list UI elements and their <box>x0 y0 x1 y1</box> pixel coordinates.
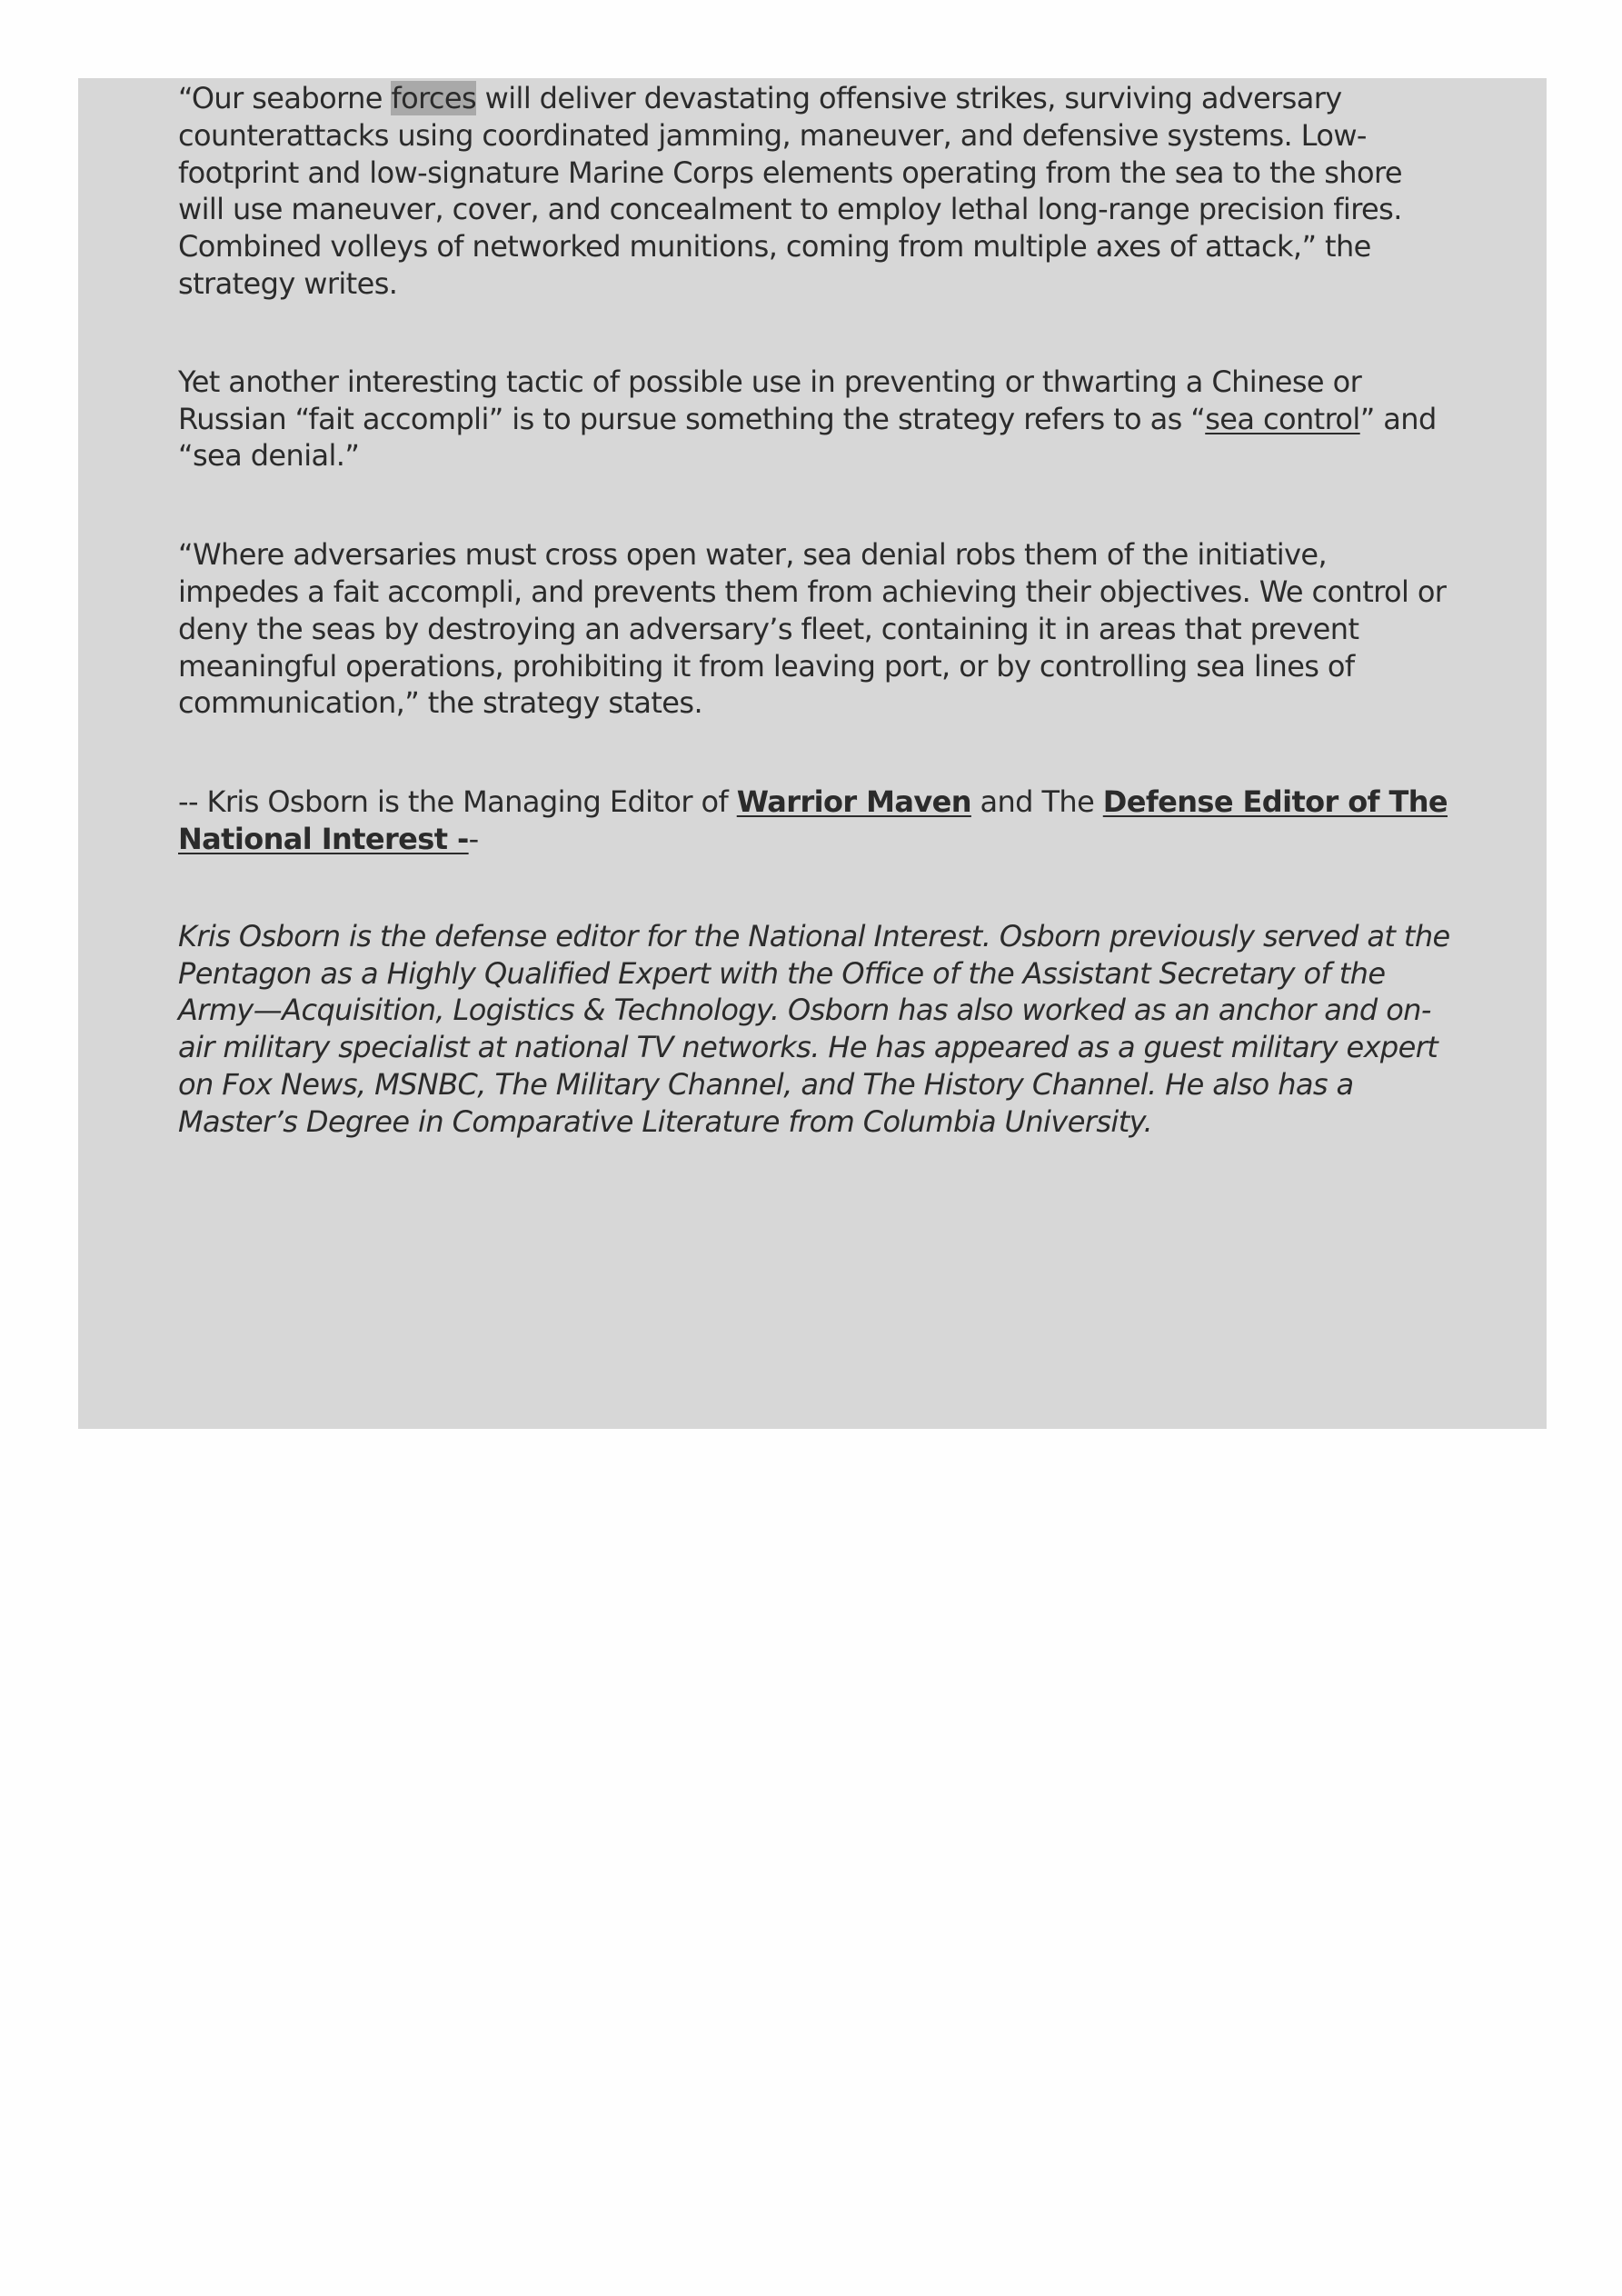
quote-paragraph-strikes <box>178 80 1450 303</box>
p4-middle: and The <box>970 784 1103 820</box>
p2-before: Yet another interesting tactic of possible use in preventing or thwarting a Chinese or Russian “fait accompli” is to pursue something the strategy refers to as “ <box>178 364 1362 436</box>
p2-after: ” and “sea denial.” <box>178 401 1437 474</box>
p1-before: “Our seaborne <box>178 81 392 115</box>
warrior-maven-link[interactable]: Warrior Maven <box>736 784 971 820</box>
p4-after: - <box>468 821 479 856</box>
article-panel <box>78 78 1547 1429</box>
sea-control-link[interactable]: sea control <box>1205 401 1360 436</box>
p1-after: will deliver devastating offensive strikes, surviving adversary counterattacks using coordinated jamming, maneuver, and defensive systems. Low-footprint and low-signature Marine Corps elements operating from the sea to the shore will use maneuver, cover, and concealment to employ lethal long-range precision fires. Combined volleys of networked munitions, coming from multiple axes of attack,” the strategy writes. <box>178 81 1402 301</box>
paragraph-sea-control <box>178 364 1450 474</box>
highlighted-word[interactable]: forces <box>391 81 477 115</box>
quote-paragraph-sea-denial: “Where adversaries must cross open water, sea denial robs them of the initiative, impedes a fait accompli, and prevents them from achieving their objectives. We control or deny the seas by destroying an adversary’s fleet, containing it in areas that prevent meaningful operations, prohibiting it from leaving port, or by controlling sea lines of communication,” the strategy states. <box>178 537 1447 721</box>
author-bio: Kris Osborn is the defense editor for the National Interest. Osborn previously served at the Pentagon as a Highly Qualified Expert with the Office of the Assistant Secretary of the Army—Acquisition, Logistics & Technology. Osborn has also worked as an anchor and on-air military specialist at national TV networks. He has appeared as a guest military expert on Fox News, MSNBC, The Military Channel, and The History Channel. He also has a Master’s Degree in Comparative Literature from Columbia University. <box>178 918 1450 1139</box>
p4-before: -- Kris Osborn is the Managing Editor of <box>178 784 737 820</box>
author-credit-line <box>178 784 1450 858</box>
national-interest-link[interactable]: Defense Editor of The National Interest - <box>178 784 1448 856</box>
article-content <box>178 78 1450 1141</box>
